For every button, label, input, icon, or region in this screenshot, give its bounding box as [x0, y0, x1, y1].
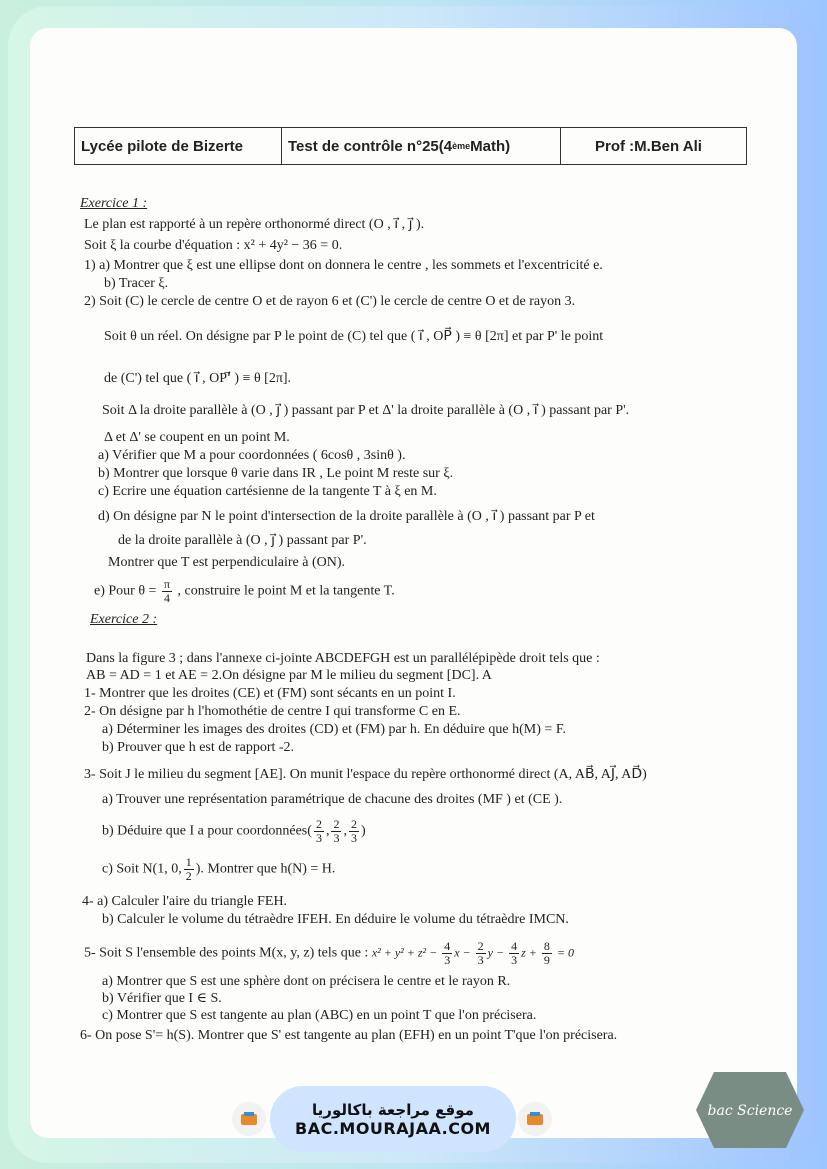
book-icon	[238, 1108, 260, 1130]
site-logo-right	[518, 1102, 552, 1136]
fraction: $\frac{4}{3}$	[444, 939, 451, 967]
fraction: $\frac{8}{9}$	[543, 939, 550, 967]
ex1-line: b) Tracer ξ.	[104, 276, 169, 291]
ex2-line: a) Trouver une représentation paramétrique de chacune des droites (MF ) et (CE ).	[102, 792, 563, 807]
ex2-line-sphere: 5- Soit S l'ensemble des points M(x, y, z) tels que : x² + y² + z² − $\frac{4}{3}$ x − $\frac{2}{3}$ y − $\frac{4}{3}$ z + $\frac{8}{9}$ = 0	[84, 939, 574, 967]
ex1-line: d) On désigne par N le point d'intersection de la droite parallèle à (O , i⃗ ) passant par P et	[98, 509, 595, 524]
ex2-line-n: c) Soit N(1, 0, $\frac{1}{2}$ ). Montrer que h(N) = H.	[102, 855, 336, 883]
ex2-line: 3- Soit J le milieu du segment [AE]. On munit l'espace du repère orthonormé direct (A, AB⃗, AJ⃗, AD⃗)	[84, 767, 647, 782]
ex1-line: b) Montrer que lorsque θ varie dans IR , Le point M reste sur ξ.	[98, 466, 454, 481]
ex2-line: 4- a) Calculer l'aire du triangle FEH.	[82, 894, 288, 909]
ex1-line: c) Ecrire une équation cartésienne de la tangente T à ξ en M.	[98, 484, 437, 499]
teacher-name: Prof :M.Ben Ali	[595, 137, 702, 155]
ex1-line: Soit Δ la droite parallèle à (O , j⃗ ) passant par P et Δ' la droite parallèle à (O , i⃗ ) passant par P'.	[102, 403, 630, 418]
ex2-line: a) Déterminer les images des droites (CD) et (FM) par h. En déduire que h(M) = F.	[102, 722, 566, 737]
ex2-line: 6- On pose S'= h(S). Montrer que S' est tangente au plan (EFH) en un point T'que l'on précisera.	[80, 1028, 618, 1043]
fraction: $\frac{1}{2}$	[185, 855, 192, 883]
fraction: $\frac{2}{3}$	[350, 817, 357, 845]
ex1-line: a) Vérifier que M a pour coordonnées ( 6cosθ , 3sinθ ).	[98, 448, 406, 463]
exam-header	[74, 127, 747, 165]
site-name-arabic: موقع مراجعة باكالوريا	[312, 1100, 474, 1119]
ex2-line: Dans la figure 3 ; dans l'annexe ci-jointe ABCDEFGH est un parallélépipède droit tels que :	[86, 651, 600, 666]
test-title: Test de contrôle n°25(4 ème Math)	[282, 128, 561, 164]
site-logo-left	[232, 1102, 266, 1136]
ex2-line: b) Calculer le volume du tétraèdre IFEH. En déduire le volume du tétraèdre IMCN.	[102, 912, 569, 927]
exercise-2-title: Exercice 2 :	[90, 612, 158, 627]
ex1-line: 1) a) Montrer que ξ est une ellipse dont on donnera le centre , les sommets et l'excentricité e.	[84, 258, 603, 273]
ex1-line: Le plan est rapporté à un repère orthonormé direct (O , i⃗ , j⃗ ).	[84, 217, 425, 232]
ex1-line: de la droite parallèle à (O , j⃗ ) passant par P'.	[118, 533, 367, 548]
fraction: $\frac{4}{3}$	[511, 939, 518, 967]
ex2-line: AB = AD = 1 et AE = 2.On désigne par M le milieu du segment [DC]. A	[86, 668, 492, 683]
ex1-line: Montrer que T est perpendiculaire à (ON).	[108, 555, 346, 570]
exercise-1-title: Exercice 1 :	[80, 196, 148, 211]
site-url[interactable]: BAC.MOURAJAA.COM	[295, 1118, 491, 1138]
ex2-line: a) Montrer que S est une sphère dont on précisera le centre et le rayon R.	[102, 974, 511, 989]
ex2-line: b) Vérifier que I ∈ S.	[102, 991, 222, 1006]
bac-science-badge	[694, 1070, 806, 1150]
ex2-line-coords: b) Déduire que I a pour coordonnées( $\frac{2}{3}$ , $\frac{2}{3}$ , $\frac{2}{3}$ )	[102, 817, 366, 845]
site-banner[interactable]	[270, 1086, 516, 1152]
ex1-line: 2) Soit (C) le cercle de centre O et de rayon 6 et (C') le cercle de centre O et de rayon 3.	[84, 294, 576, 309]
ex1-line-theta: e) Pour θ = $\frac{\pi}{4}$ , construire le point M et la tangente T.	[94, 577, 395, 605]
ex2-line: 1- Montrer que les droites (CE) et (FM) sont sécants en un point I.	[84, 686, 456, 701]
ex1-line: Soit ξ la courbe d'équation : x² + 4y² − 36 = 0.	[84, 238, 343, 253]
book-icon	[524, 1108, 546, 1130]
ex2-line: b) Prouver que h est de rapport -2.	[102, 740, 295, 755]
fraction: $\frac{2}{3}$	[315, 817, 322, 845]
badge-text: bac Science	[707, 1103, 793, 1119]
fraction: $\frac{\pi}{4}$	[163, 577, 170, 605]
fraction: $\frac{2}{3}$	[477, 939, 484, 967]
ex2-line: c) Montrer que S est tangente au plan (ABC) en un point T que l'on précisera.	[102, 1008, 537, 1023]
ex1-line: Soit θ un réel. On désigne par P le point de (C) tel que ( i⃗ , OP⃗ ) ≡ θ [2π] et par P' le point	[104, 329, 604, 344]
fraction: $\frac{2}{3}$	[333, 817, 340, 845]
ex1-line: de (C') tel que ( i⃗ , OP'⃗ ) ≡ θ [2π].	[104, 371, 292, 386]
ex1-line: Δ et Δ' se coupent en un point M.	[104, 430, 290, 445]
ex2-line: 2- On désigne par h l'homothétie de centre I qui transforme C en E.	[84, 704, 461, 719]
school-name: Lycée pilote de Bizerte	[75, 128, 282, 164]
